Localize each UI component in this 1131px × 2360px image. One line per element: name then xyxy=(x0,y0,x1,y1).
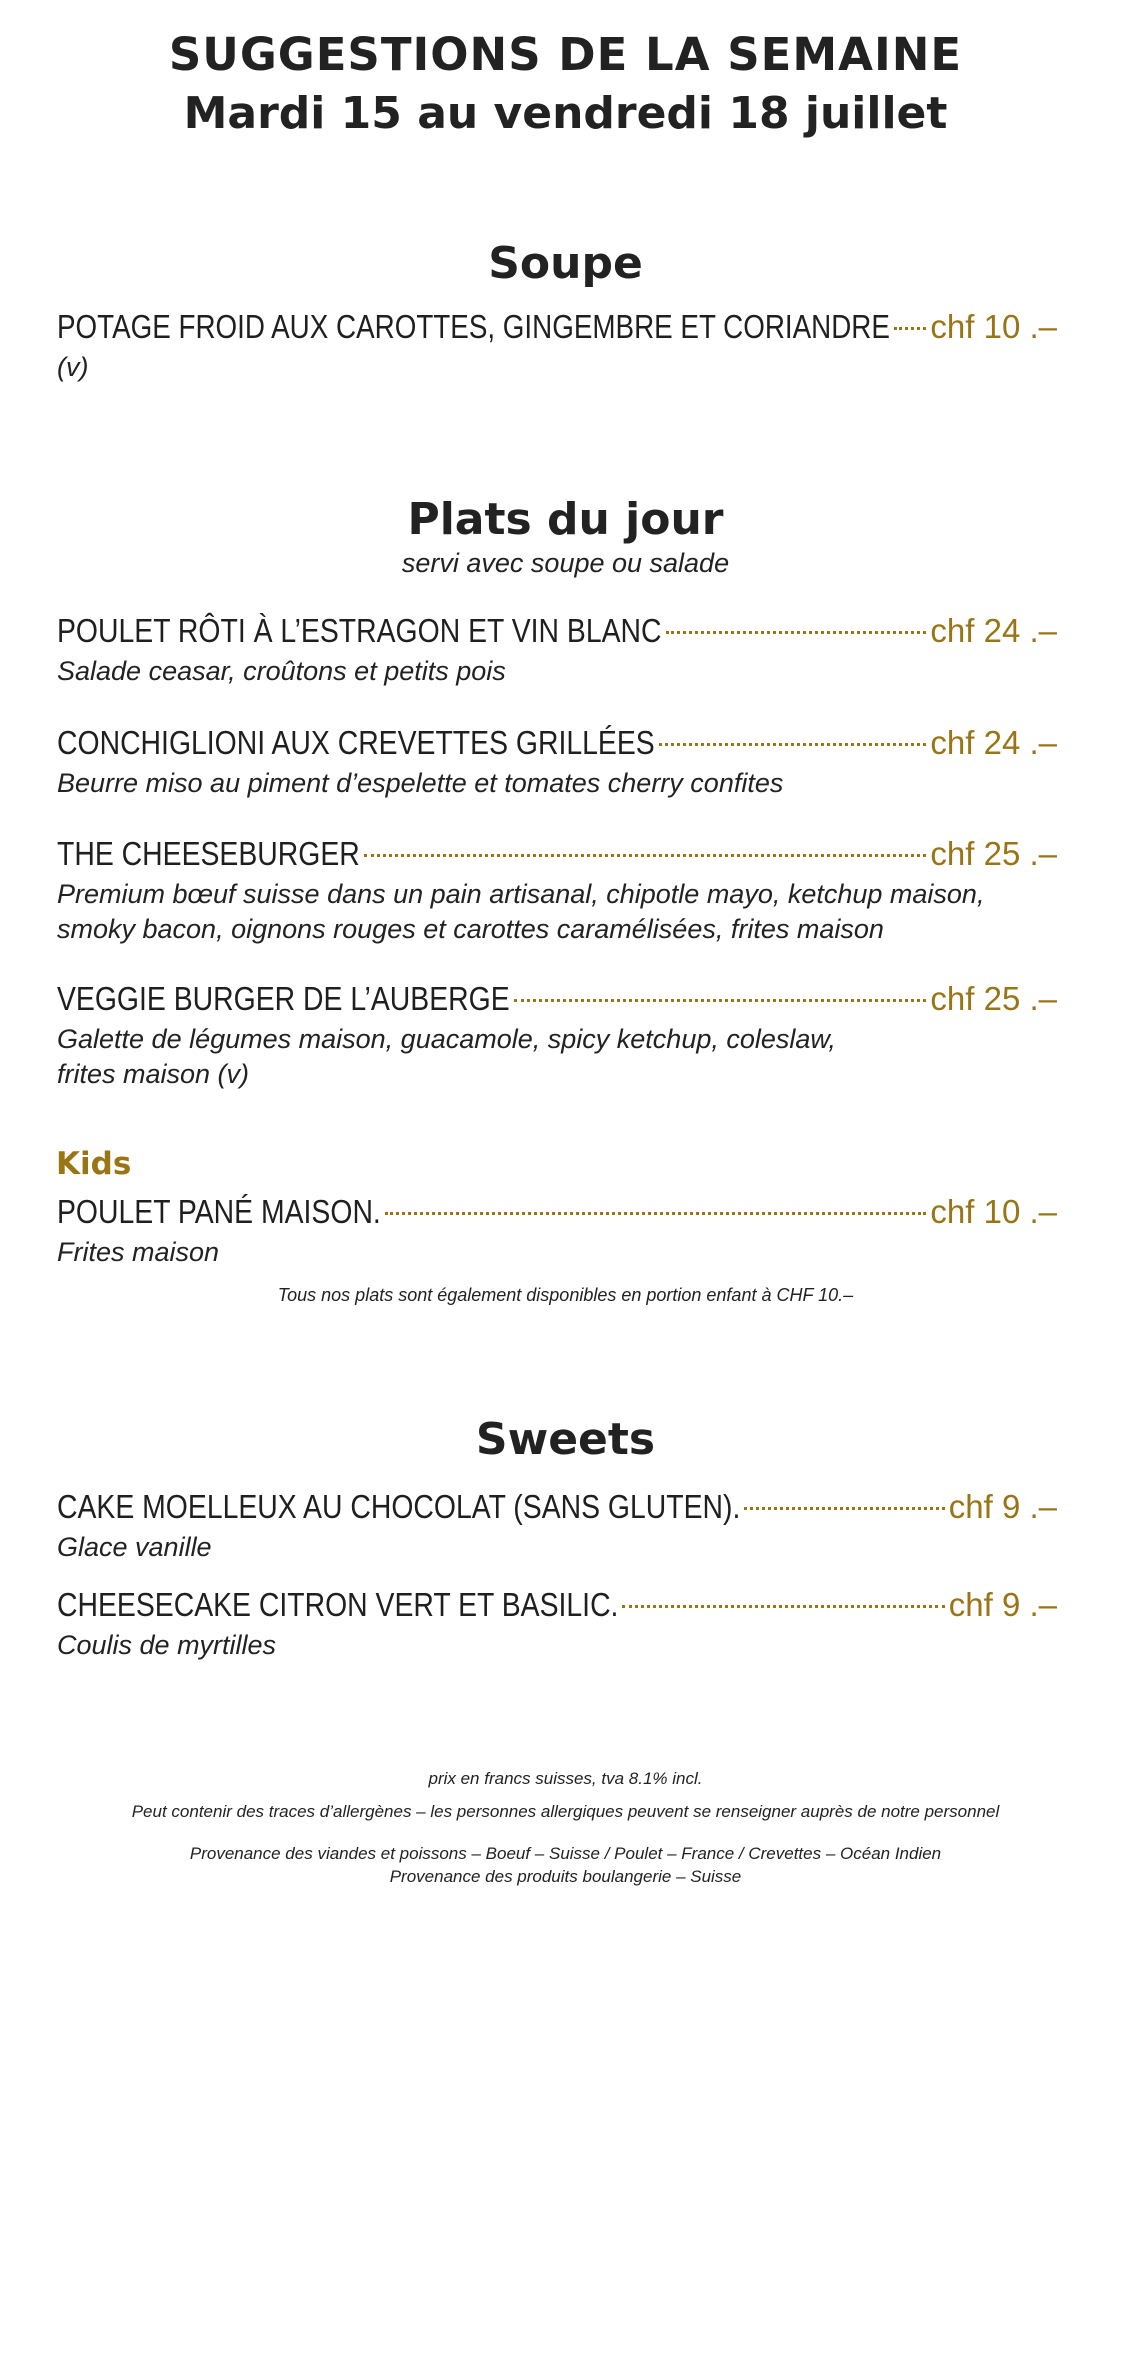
menu-item-poulet-roti xyxy=(57,612,1057,689)
dot-leader xyxy=(744,1507,944,1510)
item-price: chf 10 .– xyxy=(930,1193,1057,1230)
dot-leader xyxy=(622,1605,944,1608)
item-description: (v) xyxy=(57,352,89,382)
item-price: chf 24 .– xyxy=(930,724,1057,761)
menu-item-poulet-pane xyxy=(57,1193,1057,1270)
menu-item-cake-chocolat xyxy=(57,1488,1057,1565)
item-name: THE CHEESEBURGER xyxy=(57,835,360,872)
item-description-line-2: smoky bacon, oignons rouges et carottes caramélisées, frites maison xyxy=(57,914,884,944)
menu-item-cheesecake xyxy=(57,1586,1057,1663)
footer-origin-meat: Provenance des viandes et poissons – Boeuf – Suisse / Poulet – France / Crevettes – Océan Indien xyxy=(189,1844,942,1863)
dot-leader xyxy=(514,999,927,1002)
item-description: Frites maison xyxy=(57,1237,220,1267)
menu-item-conchiglioni xyxy=(57,724,1057,801)
item-name: POTAGE FROID AUX CAROTTES, GINGEMBRE ET CORIANDRE xyxy=(57,308,890,345)
menu-title: SUGGESTIONS DE LA SEMAINE xyxy=(168,28,963,81)
item-description: Galette de légumes maison, guacamole, spicy ketchup, coleslaw, xyxy=(57,1024,836,1054)
item-description: Salade ceasar, croûtons et petits pois xyxy=(57,656,506,686)
menu-item-cheeseburger xyxy=(57,835,1057,947)
dot-leader xyxy=(659,743,927,746)
item-price: chf 9 .– xyxy=(948,1488,1057,1525)
menu-dates: Mardi 15 au vendredi 18 juillet xyxy=(183,88,948,139)
dot-leader xyxy=(894,327,927,330)
item-name: CHEESECAKE CITRON VERT ET BASILIC. xyxy=(57,1586,619,1623)
item-description: Glace vanille xyxy=(57,1532,212,1562)
item-price: chf 10 .– xyxy=(930,308,1057,345)
item-name: CONCHIGLIONI AUX CREVETTES GRILLÉES xyxy=(57,724,655,761)
item-price: chf 9 .– xyxy=(948,1586,1057,1623)
item-name: CAKE MOELLEUX AU CHOCOLAT (SANS GLUTEN). xyxy=(57,1488,741,1525)
item-name: POULET RÔTI À L’ESTRAGON ET VIN BLANC xyxy=(57,612,662,649)
section-title-soupe: Soupe xyxy=(488,238,643,289)
item-description: Premium bœuf suisse dans un pain artisanal, chipotle mayo, ketchup maison, xyxy=(57,879,985,909)
menu-item-potage xyxy=(57,308,1057,385)
footer-prices-note: prix en francs suisses, tva 8.1% incl. xyxy=(428,1769,703,1788)
item-name: POULET PANÉ MAISON. xyxy=(57,1193,381,1230)
item-price: chf 25 .– xyxy=(930,980,1057,1017)
item-price: chf 24 .– xyxy=(930,612,1057,649)
item-description: Beurre miso au piment d’espelette et tomates cherry confites xyxy=(57,768,784,798)
section-subtitle-plats: servi avec soupe ou salade xyxy=(401,548,730,578)
section-title-sweets: Sweets xyxy=(475,1414,656,1465)
dot-leader xyxy=(666,631,927,634)
item-description-line-2: frites maison (v) xyxy=(57,1059,250,1089)
item-name: VEGGIE BURGER DE L’AUBERGE xyxy=(57,980,510,1017)
dot-leader xyxy=(364,854,927,857)
dot-leader xyxy=(385,1212,927,1215)
footer-allergens-note: Peut contenir des traces d’allergènes – les personnes allergiques peuvent se renseigner auprès de notre personnel xyxy=(131,1802,1000,1821)
item-description: Coulis de myrtilles xyxy=(57,1630,277,1660)
item-price: chf 25 .– xyxy=(930,835,1057,872)
menu-item-veggie-burger xyxy=(57,980,1057,1092)
kids-portion-note: Tous nos plats sont également disponibles en portion enfant à CHF 10.– xyxy=(277,1285,854,1305)
section-title-plats: Plats du jour xyxy=(407,494,724,545)
section-title-kids: Kids xyxy=(56,1146,132,1182)
footer-origin-bakery: Provenance des produits boulangerie – Suisse xyxy=(389,1867,742,1886)
